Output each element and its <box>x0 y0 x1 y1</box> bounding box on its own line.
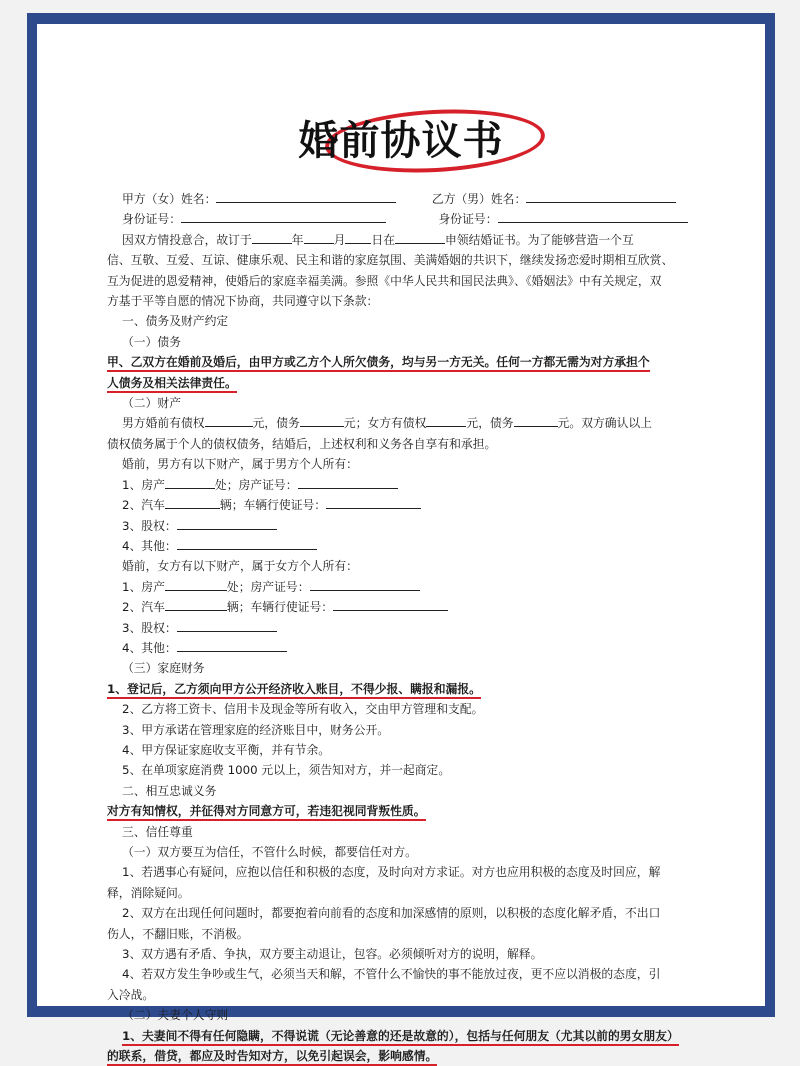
party-b-name-blank <box>526 190 676 203</box>
finance-item-5: 5、在单项家庭消费 1000 元以上，须告知对方，并一起商定。 <box>122 763 451 778</box>
male-credit-blank <box>205 414 253 427</box>
debt-line-1 <box>107 352 742 372</box>
section-1-2-title: （二）财产 <box>122 396 181 411</box>
intro-line-3: 互为促进的恩爱精神，使婚后的家庭幸福美满。参照《中华人民共和国民法典》、《婚姻法》中有关规定，双 <box>107 273 662 288</box>
year-blank <box>252 231 292 244</box>
loyalty-line <box>107 801 742 821</box>
debt-text-1: 甲、乙双方在婚前及婚后，由甲方或乙方个人所欠债务，均与另一方无关。任何一方都无需为对方承担个 <box>107 355 650 372</box>
finance-item-3: 3、甲方承诺在管理家庭的经济账目中，财务公开。 <box>122 722 390 737</box>
house-label: 1、房产 <box>122 477 165 492</box>
finance-text-1: 1、登记后，乙方须向甲方公开经济收入账目，不得少报、瞒报和漏报。 <box>107 682 481 699</box>
party-name-row <box>122 189 742 209</box>
other-blank <box>177 537 317 550</box>
male-debt-blank <box>300 414 344 427</box>
intro-line-2: 信、互敬、互爱、互谅、健康乐观、民主和谐的家庭氛围、美满婚姻的共识下，继续发扬恋爱时期相互欣赏、 <box>107 253 674 268</box>
rule-line-2 <box>107 1046 742 1066</box>
car-cert-blank <box>333 598 448 611</box>
other-label: 4、其他： <box>122 640 177 655</box>
trust-item-1a: 1、若遇事心有疑问，应抱以信任和积极的态度，及时向对方求证。对方也应用积极的态度及时回应，解 <box>122 865 661 880</box>
rule-line-1 <box>122 1026 742 1046</box>
document-body <box>107 189 742 1066</box>
prop-text-e: 元。双方确认以上 <box>557 416 652 431</box>
debt-line-2 <box>107 373 742 393</box>
party-a-id-blank <box>181 210 386 223</box>
house-cert-label: 处；房产证号： <box>214 477 298 492</box>
document-page <box>37 24 765 1064</box>
day-label: 日在 <box>371 232 396 247</box>
trust-item-0: （一）双方要互为信任，不管什么时候，都要信任对方。 <box>122 845 417 859</box>
intro-line-4: 方基于平等自愿的情况下协商，共同遵守以下条款： <box>107 294 379 309</box>
house-cert-label: 处；房产证号： <box>226 579 310 594</box>
property-line-1 <box>122 413 742 433</box>
finance-item-4: 4、甲方保证家庭收支平衡，并有节余。 <box>122 742 331 757</box>
car-cert-label: 辆；车辆行使证号： <box>226 600 334 615</box>
intro-text-1: 因双方情投意合，故订于 <box>122 232 252 247</box>
intro-text-2: 申领结婚证书。为了能够营造一个互 <box>445 232 634 247</box>
prop-text-d: 元，债务 <box>466 416 514 431</box>
male-other-row <box>122 536 742 556</box>
title-area <box>37 106 765 176</box>
month-label: 月 <box>333 232 346 247</box>
female-house-row <box>122 577 742 597</box>
rule-text-2: 的联系，借贷，都应及时告知对方，以免引起误会，影响感情。 <box>107 1049 437 1066</box>
debt-text-2: 人债务及相关法律责任。 <box>107 376 237 393</box>
trust-item-4b: 入冷战。 <box>107 987 155 1002</box>
house-count-blank <box>165 476 215 489</box>
loyalty-text: 对方有知情权，并征得对方同意方可，若违犯视同背叛性质。 <box>107 804 426 821</box>
car-count-blank <box>165 598 227 611</box>
finance-item-1 <box>107 679 742 699</box>
female-credit-blank <box>426 414 466 427</box>
party-b-id-blank <box>498 210 688 223</box>
year-label: 年 <box>291 232 304 247</box>
trust-item-2a: 2、双方在出现任何问题时，都要抱着向前看的态度和加深感情的原则，以积极的态度化解矛盾，不出口 <box>122 906 661 921</box>
car-count-blank <box>165 496 220 509</box>
place-blank <box>395 231 445 244</box>
car-cert-blank <box>326 496 421 509</box>
trust-item-2b: 伤人，不翻旧账，不消极。 <box>107 926 249 941</box>
day-blank <box>345 231 371 244</box>
property-line-2: 债权债务属于个人的债权债务，结婚后，上述权利和义务各自享有和承担。 <box>107 436 497 451</box>
other-blank <box>177 639 287 652</box>
finance-item-2: 2、乙方将工资卡、信用卡及现金等所有收入，交由甲方管理和支配。 <box>122 702 484 717</box>
female-debt-blank <box>514 414 558 427</box>
other-label: 4、其他： <box>122 538 177 553</box>
section-2-title: 二、相互忠诚义务 <box>122 783 217 798</box>
prop-text-b: 元，债务 <box>252 416 300 431</box>
section-1-3-title: （三）家庭财务 <box>122 661 205 676</box>
equity-blank <box>177 517 277 530</box>
section-3-2-title: （二）夫妻个人守则 <box>122 1008 229 1023</box>
male-house-row <box>122 475 742 495</box>
party-a-name-blank <box>216 190 396 203</box>
female-other-row <box>122 638 742 658</box>
male-car-row <box>122 495 742 515</box>
section-3-title: 三、信任尊重 <box>122 824 193 839</box>
car-label: 2、汽车 <box>122 498 165 513</box>
female-car-row <box>122 597 742 617</box>
party-id-row <box>122 209 742 229</box>
house-label: 1、房产 <box>122 579 165 594</box>
party-a-name-label: 甲方（女）姓名： <box>122 192 217 206</box>
female-equity-row <box>122 618 742 638</box>
male-property-intro: 婚前，男方有以下财产，属于男方个人所有： <box>122 457 358 472</box>
trust-item-4a: 4、若双方发生争吵或生气，必须当天和解，不管什么不愉快的事不能放过夜，更不应以消极的态度，引 <box>122 967 661 982</box>
equity-label: 3、股权： <box>122 620 177 635</box>
equity-label: 3、股权： <box>122 518 177 533</box>
prop-text-a: 男方婚前有债权 <box>122 416 205 431</box>
section-1-1-title: （一）债务 <box>122 334 181 349</box>
car-label: 2、汽车 <box>122 600 165 615</box>
month-blank <box>304 231 334 244</box>
house-count-blank <box>165 578 227 591</box>
prop-text-c: 元；女方有债权 <box>343 416 427 431</box>
party-b-name-label: 乙方（男）姓名： <box>431 192 527 206</box>
car-cert-label: 辆；车辆行使证号： <box>219 498 327 513</box>
trust-item-1b: 释，消除疑问。 <box>107 885 190 900</box>
equity-blank <box>177 619 277 632</box>
house-cert-blank <box>310 578 420 591</box>
male-equity-row <box>122 516 742 536</box>
female-property-intro: 婚前，女方有以下财产，属于女方个人所有： <box>122 559 358 574</box>
intro-line-1 <box>122 230 742 250</box>
party-a-id-label: 身份证号： <box>122 212 181 227</box>
document-title: 婚前协议书 <box>298 118 504 164</box>
rule-text-1: 1、夫妻间不得有任何隐瞒，不得说谎（无论善意的还是故意的），包括与任何朋友（尤其以前的男女朋友） <box>122 1029 679 1046</box>
party-b-id-label: 身份证号： <box>438 212 498 227</box>
house-cert-blank <box>298 476 398 489</box>
section-1-title: 一、债务及财产约定 <box>122 314 229 329</box>
trust-item-3: 3、双方遇有矛盾、争执，双方要主动退让，包容。必须倾听对方的说明，解释。 <box>122 947 543 962</box>
